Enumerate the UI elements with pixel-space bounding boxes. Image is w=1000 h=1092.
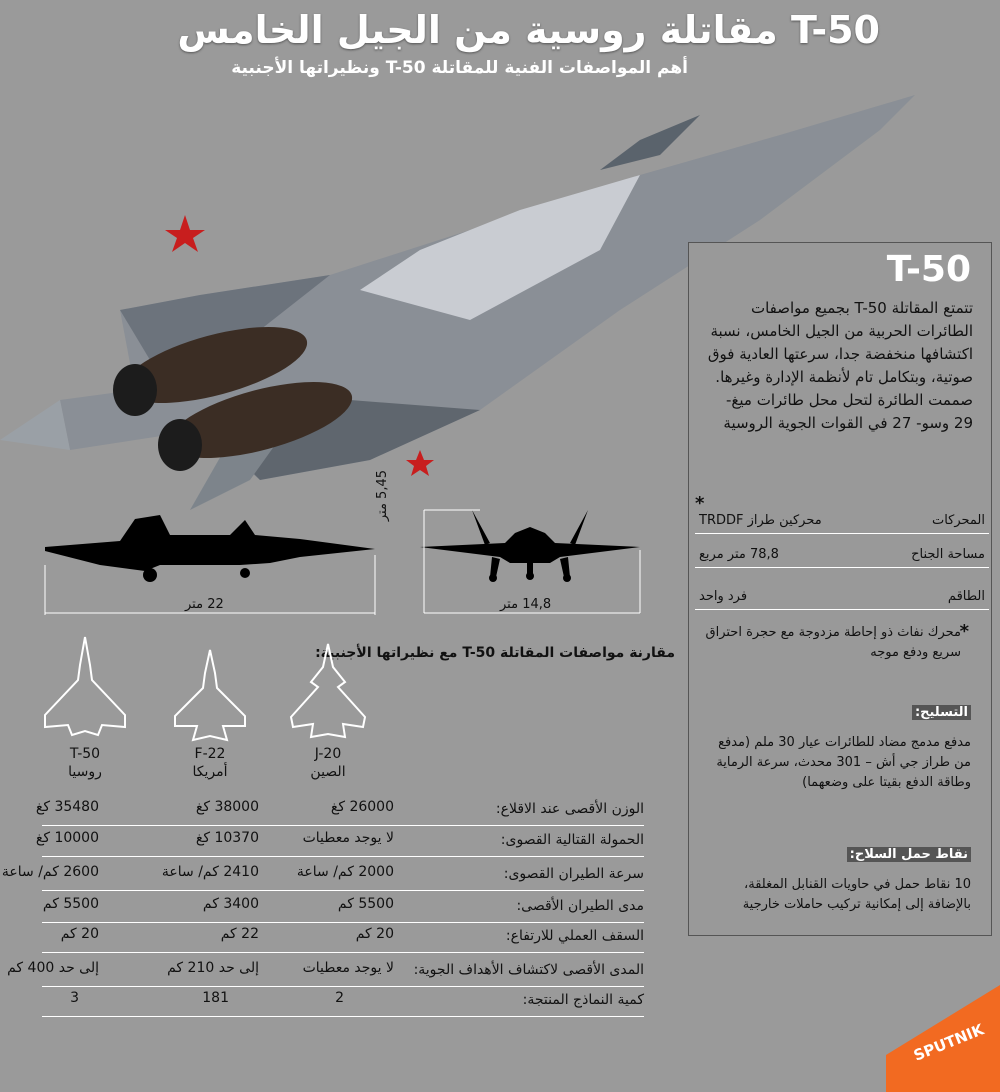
table-row: السقف العملي للارتفاع: 20 كم 22 كم 20 كم xyxy=(42,922,644,953)
panel-intro: تتمتع المقاتلة T-50 بجميع مواصفات الطائرات الحربية من الجيل الخامس، نسبة اكتشافها منخفضة جدا، سرعتها العادية فوق صوتية، وبتكامل تام لأنظمة الإدارة وغيرها. صممت الطائرة لتحل محل طائرات ميغ- 29 وسو- 27 في القوات الجوية الروسية xyxy=(707,299,973,432)
plane-label-j20: J-20 الصين xyxy=(310,746,346,780)
comparison-title: مقارنة مواصفات المقاتلة T-50 مع نظيراتها الأجنبية: xyxy=(315,645,675,661)
panel-heading: T-50 xyxy=(886,249,971,290)
spec-crew: الطاقم فرد واحد xyxy=(695,587,989,610)
sputnik-logo-text: SPUTNIK xyxy=(911,1020,987,1065)
span-label: 14,8 متر xyxy=(500,597,552,612)
page-subtitle: أهم المواصفات الفنية للمقاتلة T-50 ونظيراتها الأجنبية xyxy=(231,58,688,78)
table-row: كمية النماذج المنتجة: 2 181 3 xyxy=(42,986,644,1017)
length-label: 22 متر xyxy=(185,597,224,612)
plane-label-t50: T-50 روسيا xyxy=(68,746,102,780)
footnote-star: * xyxy=(695,493,705,514)
spec-engines: المحركات محركين طراز TRDDF xyxy=(695,511,989,534)
hardpoints-title: نقاط حمل السلاح: xyxy=(847,847,971,862)
armament-title: التسليح: xyxy=(912,705,971,720)
table-row: سرعة الطيران القصوى: 2000 كم/ ساعة 2410 كم/ ساعة 2600 كم/ ساعة xyxy=(42,860,644,891)
info-panel xyxy=(688,242,992,936)
page-title: T-50 مقاتلة روسية من الجيل الخامس xyxy=(177,8,880,52)
f22-planform-icon xyxy=(165,648,255,748)
height-label: 5,45 متر xyxy=(375,470,390,522)
spec-wing-area: مساحة الجناح 78,8 متر مربع xyxy=(695,545,989,568)
t50-planform-icon xyxy=(40,635,130,745)
engine-note: محرك نفاث ذو إحاطة مزدوجة مع حجرة احتراق سريع ودفع موجه xyxy=(705,625,961,660)
j20-planform-icon xyxy=(283,642,373,742)
armament-text: مدفع مدمج مضاد للطائرات عيار 30 ملم (مدفع من طراز جي أش – 301 محدث، سرعة الرماية وطاقة الدفع بقيتا على وضعهما) xyxy=(716,735,971,790)
table-row: الحمولة القتالية القصوى: لا يوجد معطيات 10370 كغ 10000 كغ xyxy=(42,826,644,857)
table-row: المدى الأقصى لاكتشاف الأهداف الجوية: لا يوجد معطيات إلى حد 210 كم إلى حد 400 كم xyxy=(42,956,644,987)
plane-label-f22: F-22 أمريكا xyxy=(192,746,228,780)
table-row: الوزن الأقصى عند الاقلاع: 26000 كغ 38000 كغ 35480 كغ xyxy=(42,795,644,826)
sputnik-logo xyxy=(880,985,1000,1092)
table-row: مدى الطيران الأقصى: 5500 كم 3400 كم 5500 كم xyxy=(42,892,644,923)
note-star: * xyxy=(959,621,969,642)
hardpoints-text: 10 نقاط حمل في حاويات القنابل المغلقة، بالإضافة إلى إمكانية تركيب حاملات خارجية xyxy=(742,877,971,912)
